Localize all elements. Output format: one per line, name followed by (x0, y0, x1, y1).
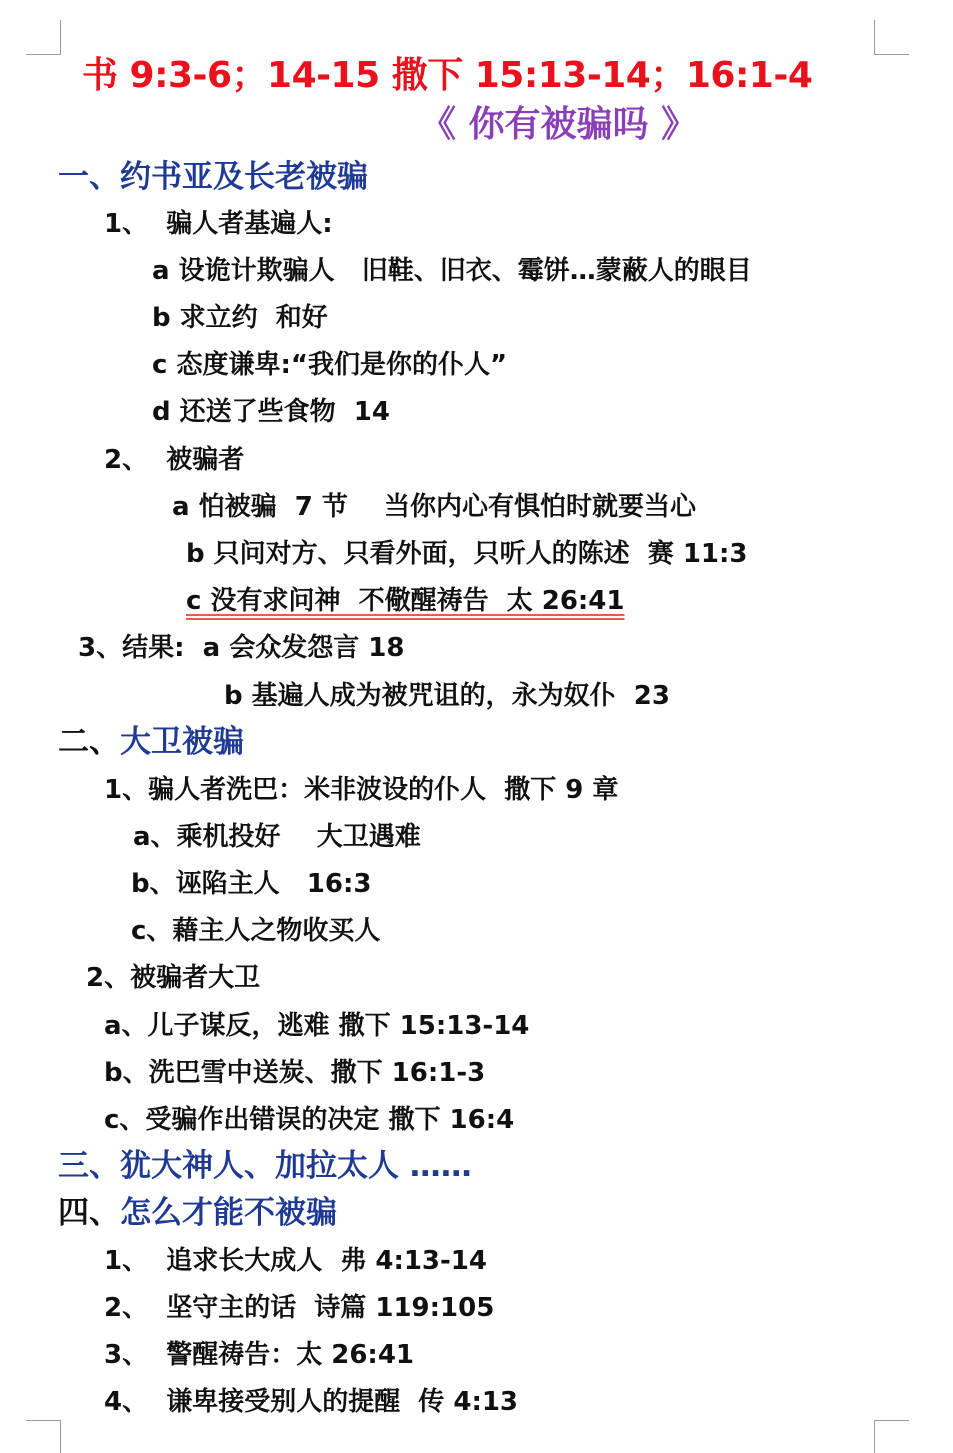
outline-item: 4、 谦卑接受别人的提醒 传 4:13 (104, 1387, 519, 1417)
outline-item: 2、 被骗者 (104, 445, 245, 475)
outline-item: b 求立约 和好 (152, 303, 328, 333)
outline-item: 1、 骗人者基遍人: (104, 209, 333, 239)
crop-mark-top-left (26, 20, 61, 55)
section-number: 二、 (58, 724, 120, 760)
crop-mark-bottom-left (26, 1420, 61, 1453)
outline-item: a、儿子谋反，逃难 撒下 15:13-14 (104, 1011, 530, 1041)
outline-item: 1、骗人者洗巴：米非波设的仆人 撒下 9 章 (104, 775, 619, 805)
outline-item: c、藉主人之物收买人 (131, 916, 381, 946)
crop-mark-bottom-right (874, 1420, 909, 1453)
outline-item: b、洗巴雪中送炭、撒下 16:1-3 (104, 1058, 486, 1088)
outline-item: c 态度谦卑:“我们是你的仆人” (152, 350, 508, 380)
outline-item: 2、被骗者大卫 (86, 963, 261, 993)
outline-item: a、乘机投好 大卫遇难 (133, 822, 421, 852)
section-title: 怎么才能不被骗 (120, 1195, 337, 1231)
outline-item-underlined: c 没有求问神 不儆醒祷告 太 26:41 (186, 586, 625, 616)
section-number: 四、 (58, 1195, 120, 1231)
sermon-title: 《 你有被骗吗 》 (420, 104, 698, 145)
outline-item: 3、 警醒祷告：太 26:41 (104, 1340, 415, 1370)
section-heading-2 (58, 725, 244, 761)
outline-item: 3、结果: a 会众发怨言 18 (78, 633, 405, 663)
outline-item: a 设诡计欺骗人 旧鞋、旧衣、霉饼…蒙蔽人的眼目 (152, 256, 752, 286)
outline-item: c、受骗作出错误的决定 撒下 16:4 (104, 1105, 515, 1135)
outline-item: a 怕被骗 7 节 当你内心有惧怕时就要当心 (172, 492, 697, 522)
section-heading-3: 三、犹大神人、加拉太人 …… (58, 1148, 472, 1184)
scripture-reference: 书 9:3-6；14-15 撒下 15:13-14；16:1-4 (82, 55, 813, 96)
outline-item: b 只问对方、只看外面，只听人的陈述 赛 11:3 (186, 539, 748, 569)
outline-item: d 还送了些食物 14 (152, 397, 390, 427)
section-title: 大卫被骗 (120, 724, 244, 760)
outline-item: b 基遍人成为被咒诅的，永为奴仆 23 (224, 681, 670, 711)
outline-item: 1、 追求长大成人 弗 4:13-14 (104, 1246, 487, 1276)
outline-item: b、诬陷主人 16:3 (131, 869, 372, 899)
section-heading-1: 一、约书亚及长老被骗 (58, 159, 368, 195)
crop-mark-top-right (874, 20, 909, 55)
section-heading-4 (58, 1196, 337, 1232)
outline-item: 2、 坚守主的话 诗篇 119:105 (104, 1293, 495, 1323)
